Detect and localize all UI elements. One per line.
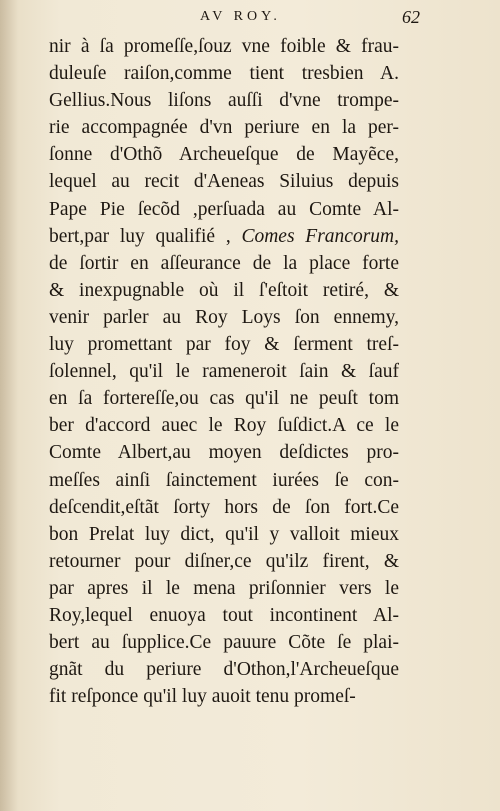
text-line-1: nir à ſa promeſſe,ſouz vne foible & frau- xyxy=(49,36,399,57)
text-line-25: fit reſponce qu'il luy auoit tenu promeſ- xyxy=(49,686,356,708)
text-line-5: ſonne d'Othõ Archeueſque de Mayẽce, xyxy=(49,144,399,166)
text-line-19: bon Prelat luy dict, qu'il y valloit mieux xyxy=(49,523,399,545)
text-line-11: venir parler au Roy Loys ſon ennemy, xyxy=(49,306,399,328)
text-line-18: deſcendit,eſtãt ſorty hors de ſon fort.Ce xyxy=(49,496,399,518)
text-line-6: lequel au recit d'Aeneas Siluius depuis xyxy=(49,171,399,193)
text-line-7: Pape Pie ſecõd ,perſuada au Comte Al- xyxy=(49,198,399,220)
page-number: 62 xyxy=(402,7,420,27)
text-line-9: de ſortir en aſſeurance de la place forte xyxy=(49,252,399,274)
text-line-16: Comte Albert,au moyen deſdictes pro- xyxy=(49,442,399,464)
text-line-20: retourner pour diſner,ce qu'ilz firent, & xyxy=(49,550,399,572)
text-line-8 xyxy=(49,223,399,250)
text-line-14: en ſa fortereſſe,ou cas qu'il ne peuſt tom xyxy=(49,388,399,410)
running-head xyxy=(0,9,500,31)
text-line-10: & inexpugnable où il ſ'eſtoit retiré, & xyxy=(49,279,399,301)
text-line-4: rie accompagnée d'vn periure en la per- xyxy=(49,117,399,139)
text-line-12: luy promettant par foy & ſerment treſ- xyxy=(49,334,399,356)
italic-phrase: Comes Francorum, xyxy=(241,225,399,247)
text-line-24: gnãt du periure d'Othon,l'Archeueſque xyxy=(49,659,399,681)
text-line-21: par apres il le mena priſonnier vers le xyxy=(49,577,399,599)
running-title: AV ROY. xyxy=(200,9,281,24)
text-line-17: meſſes ainſi ſainctement iurées ſe con- xyxy=(49,469,399,491)
text-line-15: ber d'accord auec le Roy ſuſdict.A ce le xyxy=(49,415,399,437)
text-line-23: bert au ſupplice.Ce pauure Cõte ſe plai- xyxy=(49,632,399,654)
text-line-13: ſolennel, qu'il le rameneroit ſain & ſauf xyxy=(49,361,399,383)
text-line-2: duleuſe raiſon,comme tient tresbien A. xyxy=(49,63,399,85)
text-line-8-roman: bert,par luy qualifié , xyxy=(49,225,231,247)
text-line-22: Roy,lequel enuoya tout incontinent Al- xyxy=(49,604,399,626)
text-line-3: Gellius.Nous liſons auſſi d'vne trompe- xyxy=(49,90,399,112)
text-block xyxy=(49,33,399,710)
